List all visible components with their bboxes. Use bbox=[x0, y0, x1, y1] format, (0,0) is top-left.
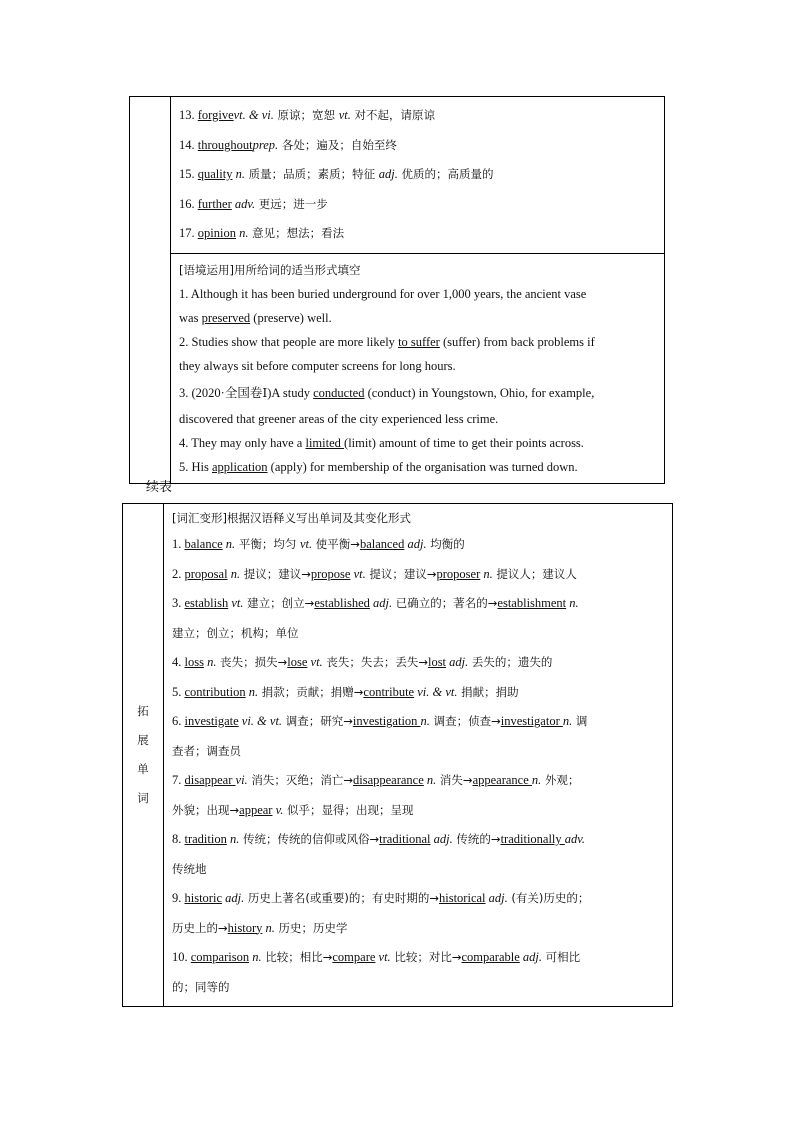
word-item-6: 6. investigate vi. & vt. 调查；研究→investigation n. 调查；侦查→investigator n. 调 bbox=[172, 714, 588, 728]
vocab-table-1 bbox=[129, 96, 665, 484]
vocab-item-13: 13. forgivevt. & vi. 原谅；宽恕 vt. 对不起，请原谅 bbox=[179, 108, 436, 122]
answer-1: preserved bbox=[201, 310, 251, 325]
word-item-1: 1. balance n. 平衡；均匀 vt. 使平衡→balanced adj. 均衡的 bbox=[172, 537, 465, 551]
word-item-8: 8. tradition n. 传统；传统的信仰或风俗→traditional adj. 传统的→traditionally adv. bbox=[172, 832, 586, 846]
sentence-2a: 2. Studies show that people are more likely to suffer (suffer) from back problems if bbox=[179, 335, 595, 350]
vocab-item-17: 17. opinion n. 意见；想法；看法 bbox=[179, 226, 345, 240]
answer-4: limited bbox=[305, 435, 345, 450]
sentence-3b: discovered that greener areas of the city experienced less crime. bbox=[179, 411, 499, 426]
word-item-5: 5. contribution n. 捐款；贡献；捐赠→contribute vi. & vt. 捐献；捐助 bbox=[172, 684, 519, 699]
word-item-9-cont: 历史上的→history n. 历史；历史学 bbox=[172, 920, 348, 935]
word-item-4: 4. loss n. 丧失；损失→lose vt. 丧失；失去；丢失→lost adj. 丢失的；遗失的 bbox=[172, 655, 553, 669]
sentence-1a: 1. Although it has been buried underground for over 1,000 years, the ancient vase bbox=[179, 286, 587, 301]
word-forms-heading: [词汇变形]根据汉语释义写出单词及其变化形式 bbox=[172, 511, 411, 525]
sentence-5: 5. His application (apply) for membership of the organisation was turned down. bbox=[179, 459, 578, 474]
vocab-item-16: 16. further adv. 更远；进一步 bbox=[179, 196, 328, 211]
word-item-10: 10. comparison n. 比较；相比→compare vt. 比较；对比→comparable adj. 可相比 bbox=[172, 950, 581, 964]
vocab-item-14: 14. throughoutprep. 各处；遍及；自始至终 bbox=[179, 137, 397, 152]
side-label: 拓 展 单 词 bbox=[137, 704, 149, 805]
sentence-2b: they always sit before computer screens for long hours. bbox=[179, 359, 456, 374]
word-item-7: 7. disappear vi. 消失；灭绝；消亡→disappearance n. 消失→appearance n. 外观； bbox=[172, 773, 580, 787]
word-item-8-cont: 传统地 bbox=[172, 861, 207, 876]
answer-5: application bbox=[212, 459, 268, 474]
vocab-item-15: 15. quality n. 质量；品质；素质；特征 adj. 优质的；高质量的 bbox=[179, 167, 494, 181]
sentence-3a: 3. (2020·全国卷Ⅰ)A study conducted (conduct) in Youngstown, Ohio, for example, bbox=[179, 385, 595, 400]
word-item-10-cont: 的；同等的 bbox=[172, 979, 230, 994]
side-label-cell bbox=[123, 504, 164, 1007]
context-exercise-cell bbox=[171, 253, 665, 484]
continued-label: 续表 bbox=[146, 480, 173, 495]
word-item-7-cont: 外貌；出现→appear v. 似乎；显得；出现；呈现 bbox=[172, 802, 414, 817]
word-item-2: 2. proposal n. 提议；建议→propose vt. 提议；建议→proposer n. 提议人；建议人 bbox=[172, 566, 577, 581]
word-forms-cell bbox=[164, 504, 673, 1007]
side-cell-empty bbox=[130, 97, 171, 484]
vocab-table-2 bbox=[122, 503, 673, 1007]
vocab-list-cell bbox=[171, 97, 665, 254]
word-item-9: 9. historic adj. 历史上著名(或重要)的；有史时期的→historical adj. (有关)历史的； bbox=[172, 891, 590, 905]
word-item-6-cont: 查者；调查员 bbox=[172, 743, 241, 758]
word-item-3: 3. establish vt. 建立；创立→established adj. 已确立的；著名的→establishment n. bbox=[172, 596, 579, 610]
sentence-4: 4. They may only have a limited (limit) amount of time to get their points across. bbox=[179, 435, 584, 450]
sentence-1b: was preserved (preserve) well. bbox=[179, 310, 332, 325]
exercise-heading: [语境运用]用所给词的适当形式填空 bbox=[179, 262, 361, 277]
word-item-3-cont: 建立；创立；机构；单位 bbox=[172, 625, 299, 640]
answer-3: conducted bbox=[313, 385, 365, 400]
answer-2: to suffer bbox=[398, 335, 440, 350]
